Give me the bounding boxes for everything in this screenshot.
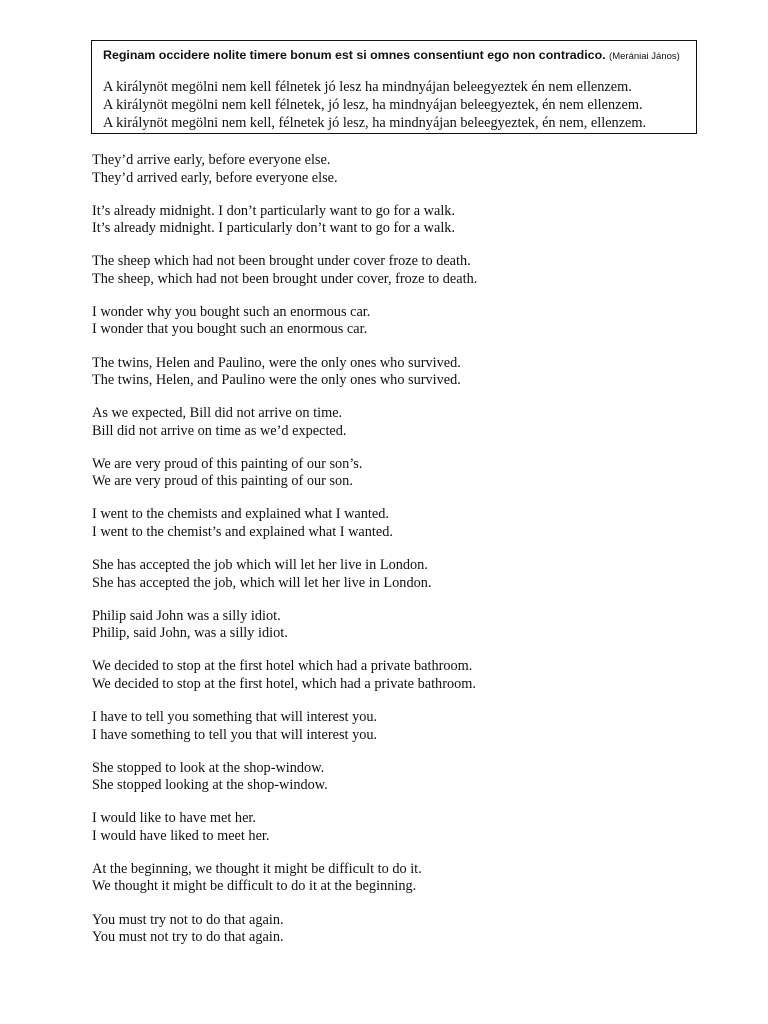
sentence-pair bbox=[92, 658, 477, 693]
sentence-b: We decided to stop at the first hotel, which had a private bathroom. bbox=[92, 675, 476, 692]
sentence-pair bbox=[92, 557, 477, 592]
sentence-b: I went to the chemist’s and explained what I wanted. bbox=[92, 523, 393, 540]
sentence-b: She has accepted the job, which will let her live in London. bbox=[92, 574, 432, 591]
sentence-pair bbox=[92, 304, 477, 339]
sentence-a: I wonder why you bought such an enormous car. bbox=[92, 303, 371, 320]
sentence-pair bbox=[92, 760, 477, 795]
sentence-pairs bbox=[92, 152, 477, 962]
sentence-pair bbox=[92, 253, 477, 288]
sentence-pair bbox=[92, 810, 477, 845]
sentence-pair bbox=[92, 709, 477, 744]
sentence-b: She stopped looking at the shop-window. bbox=[92, 777, 328, 794]
sentence-a: Philip said John was a silly idiot. bbox=[92, 607, 281, 624]
sentence-b: It’s already midnight. I particularly don’t want to go for a walk. bbox=[92, 220, 456, 237]
header-box bbox=[91, 40, 697, 134]
sentence-b: I have something to tell you that will interest you. bbox=[92, 726, 378, 743]
latin-sentence bbox=[103, 48, 689, 62]
sentence-b: They’d arrived early, before everyone else. bbox=[92, 169, 338, 186]
hungarian-lines bbox=[103, 78, 646, 132]
sentence-pair bbox=[92, 912, 477, 947]
sentence-b: I would have liked to meet her. bbox=[92, 827, 270, 844]
sentence-pair bbox=[92, 861, 477, 896]
sentence-b: I wonder that you bought such an enormous car. bbox=[92, 321, 368, 338]
sentence-a: We are very proud of this painting of our son’s. bbox=[92, 455, 363, 472]
sentence-pair bbox=[92, 405, 477, 440]
sentence-pair bbox=[92, 608, 477, 643]
attribution: (Merániai János) bbox=[609, 51, 680, 62]
sentence-a: As we expected, Bill did not arrive on time. bbox=[92, 405, 343, 422]
sentence-a: I would like to have met her. bbox=[92, 810, 256, 827]
sentence-a: I have to tell you something that will interest you. bbox=[92, 709, 378, 726]
sentence-a: We decided to stop at the first hotel which had a private bathroom. bbox=[92, 658, 473, 675]
sentence-b: Philip, said John, was a silly idiot. bbox=[92, 625, 288, 642]
sentence-b: Bill did not arrive on time as we’d expected. bbox=[92, 422, 347, 439]
sentence-b: The sheep, which had not been brought under cover, froze to death. bbox=[92, 270, 478, 287]
sentence-a: They’d arrive early, before everyone else. bbox=[92, 152, 331, 168]
sentence-a: You must try not to do that again. bbox=[92, 911, 284, 928]
sentence-a: It’s already midnight. I don’t particularly want to go for a walk. bbox=[92, 202, 456, 219]
hungarian-line: A királynöt megölni nem kell félnetek, jó lesz, ha mindnyájan beleegyeztek, én nem ellenzem. bbox=[103, 97, 643, 113]
sentence-a: The sheep which had not been brought under cover froze to death. bbox=[92, 253, 471, 270]
sentence-a: She has accepted the job which will let her live in London. bbox=[92, 557, 428, 574]
sentence-a: She stopped to look at the shop-window. bbox=[92, 759, 325, 776]
sentence-pair bbox=[92, 355, 477, 390]
sentence-pair bbox=[92, 456, 477, 491]
sentence-pair bbox=[92, 203, 477, 238]
sentence-a: The twins, Helen and Paulino, were the only ones who survived. bbox=[92, 354, 461, 371]
sentence-pair bbox=[92, 152, 477, 187]
sentence-b: The twins, Helen, and Paulino were the only ones who survived. bbox=[92, 372, 461, 389]
sentence-b: We thought it might be difficult to do it at the beginning. bbox=[92, 878, 417, 895]
sentence-b: We are very proud of this painting of our son. bbox=[92, 473, 353, 490]
hungarian-line: A királynöt megölni nem kell, félnetek jó lesz, ha mindnyájan beleegyeztek, én nem, ellenzem. bbox=[103, 115, 647, 131]
sentence-a: At the beginning, we thought it might be difficult to do it. bbox=[92, 860, 422, 877]
sentence-b: You must not try to do that again. bbox=[92, 929, 284, 946]
sentence-pair bbox=[92, 506, 477, 541]
latin-text: Reginam occidere nolite timere bonum est si omnes consentiunt ego non contradico. bbox=[103, 48, 606, 62]
hungarian-line: A királynöt megölni nem kell félnetek jó lesz ha mindnyájan beleegyeztek én nem ellenzem. bbox=[103, 79, 632, 95]
sentence-a: I went to the chemists and explained what I wanted. bbox=[92, 506, 389, 523]
